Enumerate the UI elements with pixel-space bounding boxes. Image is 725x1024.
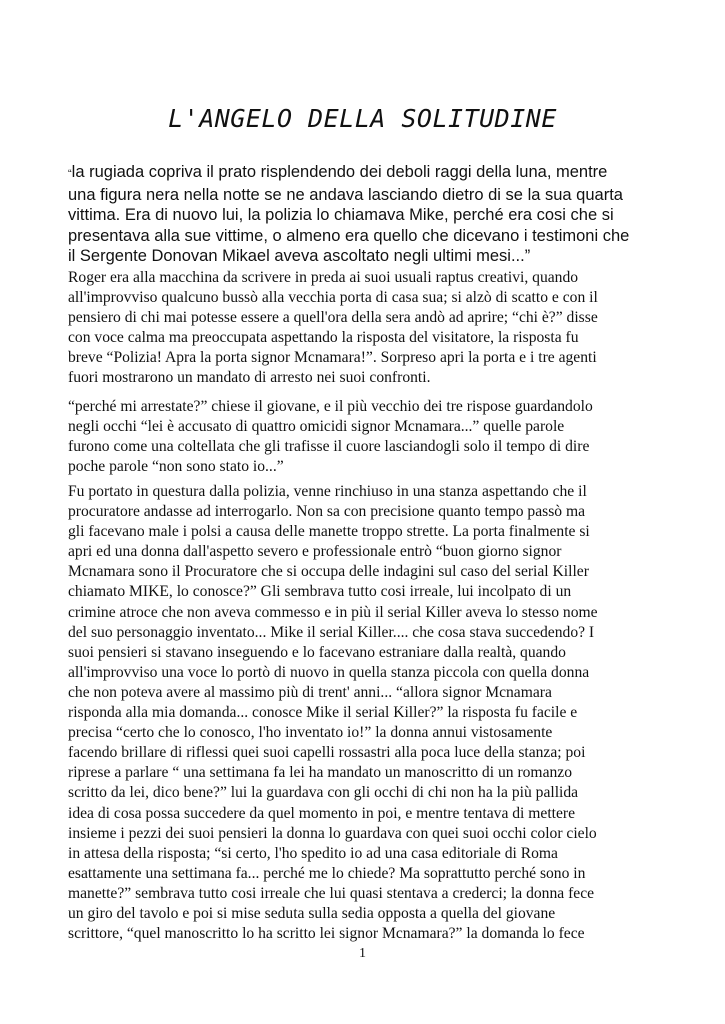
paragraph-line: all'improvviso qualcuno bussò alla vecchia porta di casa sua; si alzò di scatto e con il <box>68 289 598 307</box>
paragraph-line: crimine atroce che non aveva commesso e in più il serial Killer aveva lo stesso nome <box>68 603 598 621</box>
paragraph-line: con voce calma ma preoccupata aspettando la risposta del visitatore, la risposta fu <box>68 329 579 347</box>
paragraph-line: negli occhi “lei è accusato di quattro omicidi signor Mcnamara...” quelle parole <box>68 418 565 436</box>
paragraph-line: fuori mostrarono un mandato di arresto nei suoi confronti. <box>68 369 431 387</box>
paragraph-line: Roger era alla macchina da scrivere in preda ai suoi usuali raptus creativi, quando <box>68 269 579 286</box>
intro-quote <box>68 162 658 267</box>
paragraph-line: gli facevano male i polsi a causa delle manette troppo strette. La porta finalmente si <box>68 523 590 541</box>
paragraph-line: in attesa della risposta; “si certo, l'ho spedito io ad una casa editoriale di Roma <box>68 844 558 862</box>
paragraph-line: precisa “certo che lo conosco, l'ho inventato io!” la donna annui vistosamente <box>68 724 553 742</box>
paragraph-line: breve “Polizia! Apra la porta signor Mcnamara!”. Sorpreso apri la porta e i tre agenti <box>68 349 597 367</box>
paragraph-line: suoi pensieri si stavano inseguendo e lo facevano estraniare dalla realtà, quando <box>68 643 566 661</box>
open-quote-mark: “ <box>68 168 72 180</box>
paragraph-line: riprese a parlare “ una settimana fa lei ha mandato un manoscritto di un romanzo <box>68 764 573 782</box>
document-title: L'ANGELO DELLA SOLITUDINE <box>168 104 557 133</box>
paragraph-3 <box>68 482 658 944</box>
paragraph-line: che non poteva avere al massimo più di trent' anni... “allora signor Mcnamara <box>68 683 552 701</box>
paragraph-1 <box>68 268 658 389</box>
intro-line <box>68 162 658 185</box>
intro-line: una figura nera nella notte se ne andava lasciando dietro di se la sua quarta <box>68 185 623 204</box>
paragraph-line: scrittore, “quel manoscritto lo ha scritto lei signor Mcnamara?” la domanda lo fece <box>68 925 585 943</box>
paragraph-line: del suo personaggio inventato... Mike il serial Killer.... che cosa stava succedendo? I <box>68 623 595 641</box>
paragraph-line: all'improvviso una voce lo portò di nuovo in quella stanza piccola con quella donna <box>68 663 590 681</box>
paragraph-line: “perché mi arrestate?” chiese il giovane, e il più vecchio dei tre rispose guardandolo <box>68 398 593 415</box>
paragraph-line: chiamato MIKE, lo conosce?” Gli sembrava tutto cosi irreale, lui incolpato di un <box>68 583 572 601</box>
paragraph-line: furono come una coltellata che gli trafisse il cuore lasciandogli solo il tempo di dire <box>68 438 590 456</box>
paragraph-line: pensiero di chi mai potesse essere a quell'ora della sera andò ad aprire; “chi è?” disse <box>68 309 598 327</box>
paragraph-line: poche parole “non sono stato io...” <box>68 458 284 476</box>
intro-line-text: la rugiada copriva il prato risplendendo dei deboli raggi della luna, mentre <box>71 163 608 181</box>
paragraph-line: insieme i pezzi dei suoi pensieri la donna lo guardava con quei suoi occhi color cielo <box>68 824 597 842</box>
paragraph-line: Fu portato in questura dalla polizia, venne rinchiuso in una stanza aspettando che il <box>68 483 587 500</box>
intro-line: presentava alla sue vittime, o almeno era quello che dicevano i testimoni che <box>68 226 630 245</box>
paragraph-line: apri ed una donna dall'aspetto severo e professionale entrò “buon giorno signor <box>68 543 562 561</box>
paragraph-line: Mcnamara sono il Procuratore che si occupa delle indagini sul caso del serial Killer <box>68 563 589 581</box>
intro-line: vittima. Era di nuovo lui, la polizia lo chiamava Mike, perché era cosi che si <box>68 206 614 225</box>
paragraph-line: procuratore andasse ad interrogarlo. Non sa con precisione quanto tempo passò ma <box>68 503 586 521</box>
paragraph-line: esattamente una settimana fa... perché me lo chiede? Ma soprattutto perché sono in <box>68 864 586 882</box>
paragraph-line: un giro del tavolo e poi si mise seduta sulla sedia opposta a quella del giovane <box>68 904 556 922</box>
paragraph-line: idea di cosa possa succedere da quel momento in poi, e mentre tentava di mettere <box>68 804 576 822</box>
paragraph-line: facendo brillare di riflessi quei suoi capelli rossastri alla poca luce della stanza; poi <box>68 744 586 762</box>
paragraph-line: scritto da lei, dico bene?” lui la guardava con gli occhi di chi non ha la più pallida <box>68 784 579 802</box>
paragraph-line: risponda alla mia domanda... conosce Mike il serial Killer?” la risposta fu facile e <box>68 704 578 722</box>
intro-line: il Sergente Donovan Mikael aveva ascoltato negli ultimi mesi...” <box>68 247 531 266</box>
page-number: 1 <box>359 946 366 961</box>
paragraph-line: manette?” sembrava tutto cosi irreale che lui quasi stentava a crederci; la donna fece <box>68 884 595 902</box>
paragraph-2 <box>68 397 658 477</box>
